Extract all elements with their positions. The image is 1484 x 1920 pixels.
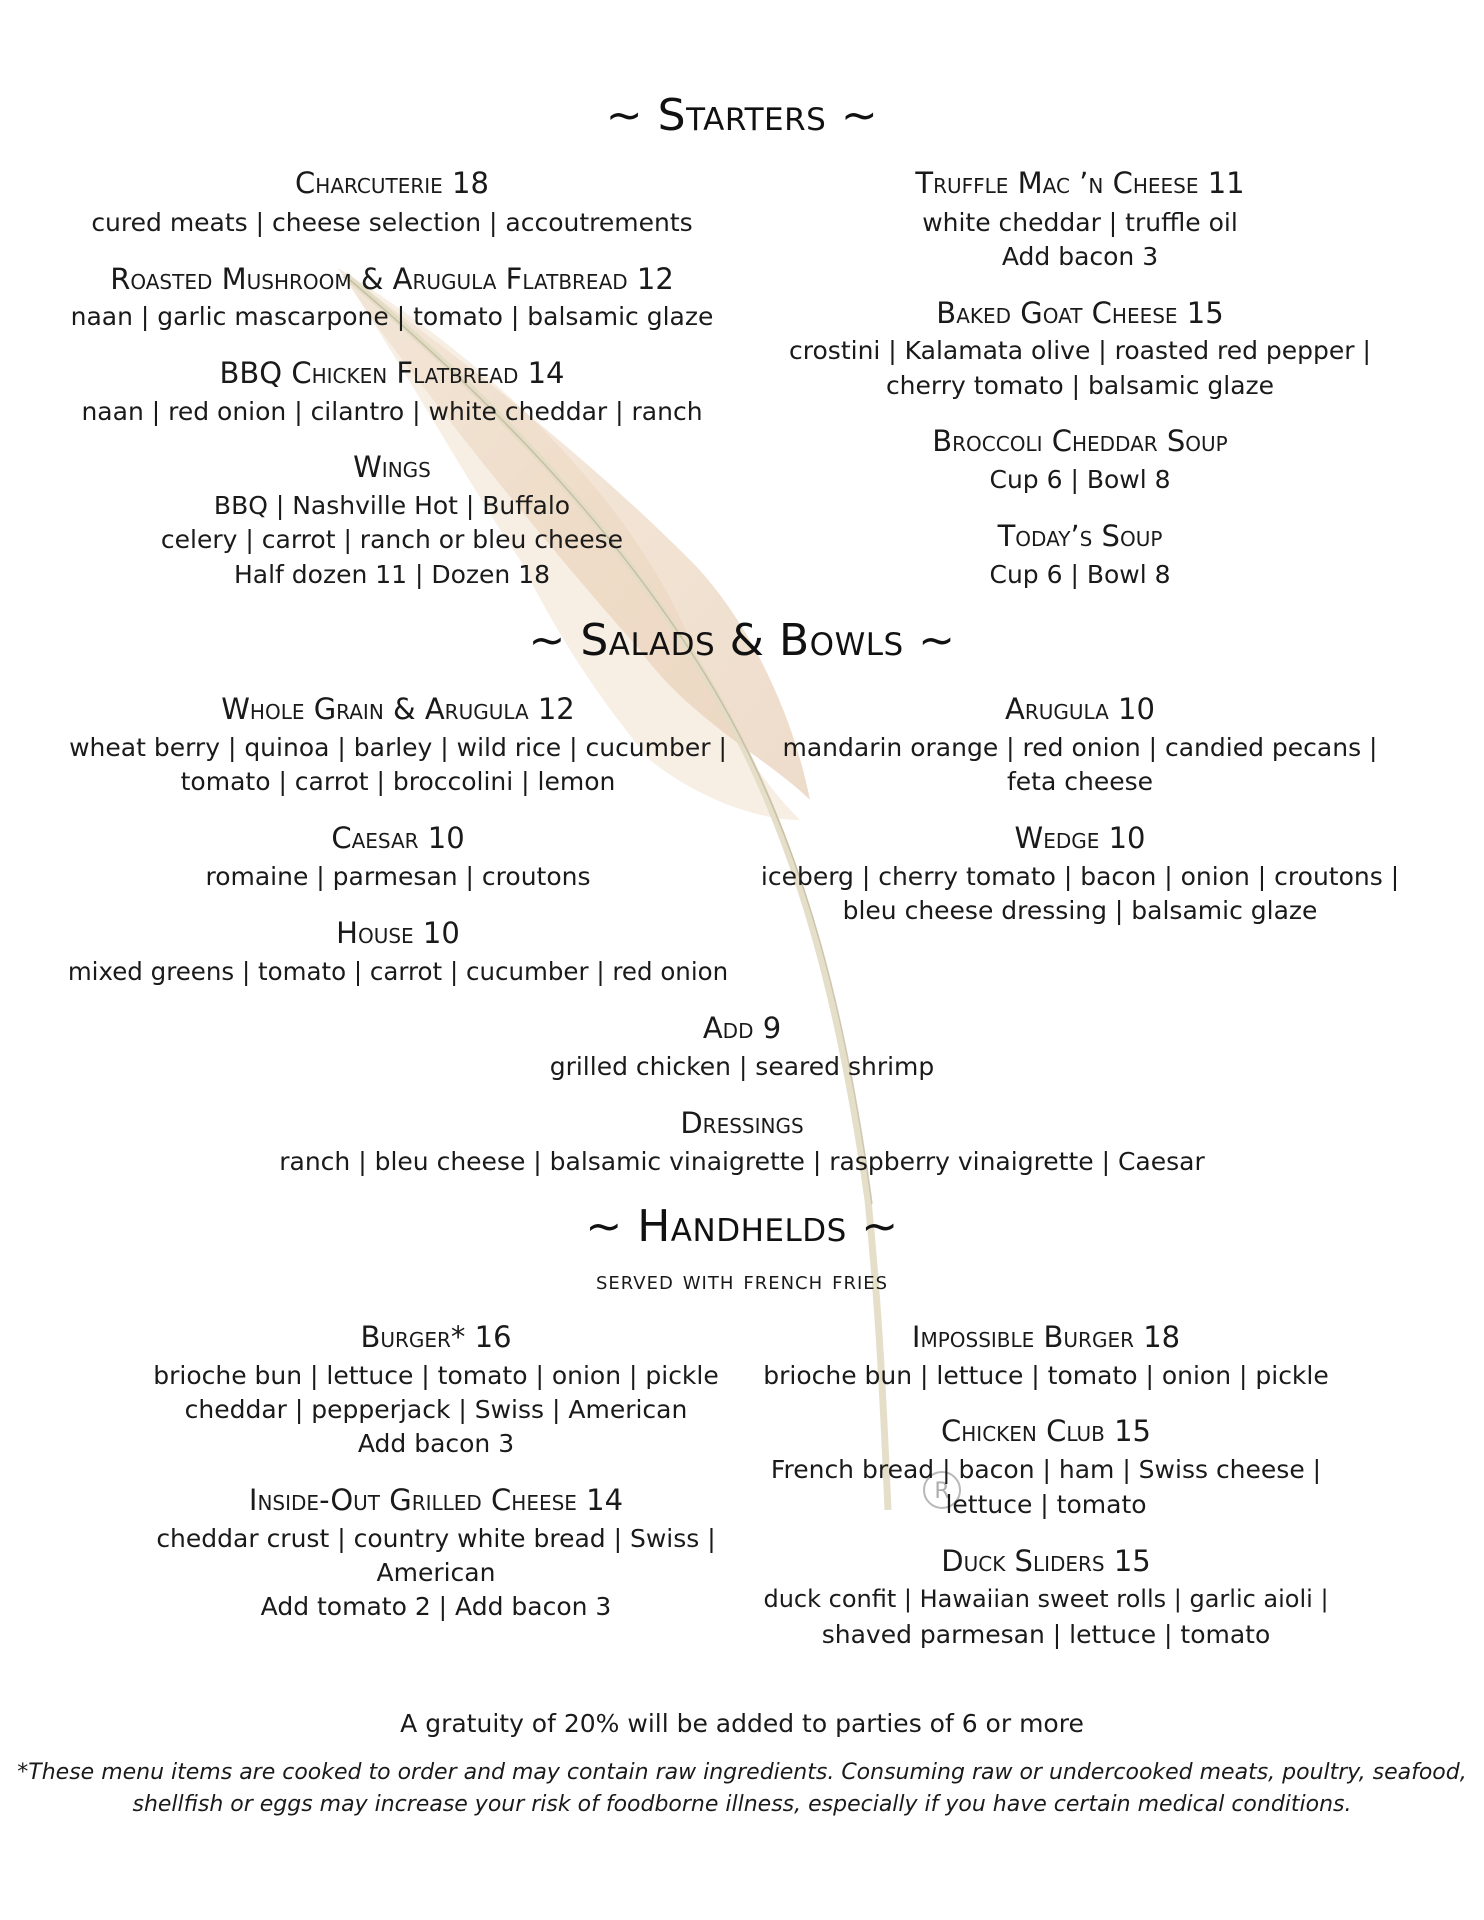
add-protein-desc: grilled chicken | seared shrimp bbox=[549, 1052, 935, 1081]
grilled-cheese-name: Inside-Out Grilled Cheese 14 bbox=[248, 1483, 624, 1517]
gratuity-note: A gratuity of 20% will be added to parties of 6 or more bbox=[400, 1709, 1084, 1738]
todays-soup-desc: Cup 6 | Bowl 8 bbox=[989, 560, 1171, 589]
wings-desc-1: BBQ | Nashville Hot | Buffalo bbox=[213, 491, 571, 520]
wings-name: Wings bbox=[353, 450, 431, 484]
impossible-burger-desc: brioche bun | lettuce | tomato | onion | pickle bbox=[763, 1361, 1329, 1390]
arugula-desc-2: feta cheese bbox=[1006, 767, 1153, 796]
burger-desc-3: Add bacon 3 bbox=[357, 1429, 515, 1458]
house-desc: mixed greens | tomato | carrot | cucumber | red onion bbox=[67, 957, 729, 986]
goat-cheese-desc-2: cherry tomato | balsamic glaze bbox=[885, 371, 1275, 400]
dressings-desc: ranch | bleu cheese | balsamic vinaigrette | raspberry vinaigrette | Caesar bbox=[279, 1147, 1205, 1176]
mushroom-flatbread-name: Roasted Mushroom & Arugula Flatbread 12 bbox=[110, 262, 674, 296]
bbq-flatbread-name: BBQ Chicken Flatbread 14 bbox=[219, 356, 565, 390]
wedge-desc-1: iceberg | cherry tomato | bacon | onion | croutons | bbox=[760, 862, 1400, 891]
grilled-cheese-desc-1: cheddar crust | country white bread | Swiss | bbox=[156, 1524, 716, 1553]
whole-grain-desc-2: tomato | carrot | broccolini | lemon bbox=[180, 767, 616, 796]
burger-desc-2: cheddar | pepperjack | Swiss | American bbox=[184, 1395, 688, 1424]
handhelds-note: served with french fries bbox=[595, 1266, 889, 1295]
starters-heading: ~ Starters ~ bbox=[605, 90, 879, 141]
todays-soup-name: Today’s Soup bbox=[997, 519, 1163, 553]
burger-name: Burger* 16 bbox=[360, 1320, 512, 1354]
add-protein-name: Add 9 bbox=[702, 1011, 782, 1045]
wedge-name: Wedge 10 bbox=[1014, 821, 1146, 855]
broccoli-soup-desc: Cup 6 | Bowl 8 bbox=[989, 465, 1171, 494]
mushroom-flatbread-desc: naan | garlic mascarpone | tomato | balsamic glaze bbox=[70, 302, 714, 331]
chicken-club-name: Chicken Club 15 bbox=[941, 1414, 1151, 1448]
chicken-club-desc-2: lettuce | tomato bbox=[945, 1490, 1147, 1519]
goat-cheese-name: Baked Goat Cheese 15 bbox=[936, 296, 1224, 330]
wings-desc-2: celery | carrot | ranch or bleu cheese bbox=[160, 525, 624, 554]
grilled-cheese-desc-2: American bbox=[376, 1558, 496, 1587]
grilled-cheese-desc-3: Add tomato 2 | Add bacon 3 bbox=[260, 1592, 612, 1621]
arugula-name: Arugula 10 bbox=[1005, 692, 1155, 726]
svg-text:R: R bbox=[934, 1479, 950, 1504]
goat-cheese-desc-1: crostini | Kalamata olive | roasted red pepper | bbox=[789, 336, 1371, 365]
house-name: House 10 bbox=[336, 916, 460, 950]
chicken-club-desc-1: French bread | bacon | ham | Swiss cheese | bbox=[770, 1455, 1322, 1484]
charcuterie-name: Charcuterie 18 bbox=[295, 166, 489, 200]
dressings-name: Dressings bbox=[680, 1106, 804, 1140]
charcuterie-desc: cured meats | cheese selection | accoutrements bbox=[91, 208, 693, 237]
truffle-mac-desc-1: white cheddar | truffle oil bbox=[922, 208, 1238, 237]
duck-sliders-name: Duck Sliders 15 bbox=[941, 1544, 1151, 1578]
food-safety-disclaimer-1: *These menu items are cooked to order and may contain raw ingredients. Consuming raw or undercooked meats, poultry, seafood, bbox=[17, 1760, 1467, 1785]
caesar-desc: romaine | parmesan | croutons bbox=[205, 862, 591, 891]
broccoli-soup-name: Broccoli Cheddar Soup bbox=[932, 424, 1228, 458]
burger-desc-1: brioche bun | lettuce | tomato | onion | pickle bbox=[153, 1361, 719, 1390]
whole-grain-desc-1: wheat berry | quinoa | barley | wild rice | cucumber | bbox=[69, 733, 727, 762]
food-safety-disclaimer-2: shellfish or eggs may increase your risk of foodborne illness, especially if you have certain medical conditions. bbox=[132, 1792, 1352, 1817]
duck-sliders-desc-2: shaved parmesan | lettuce | tomato bbox=[821, 1620, 1271, 1649]
impossible-burger-name: Impossible Burger 18 bbox=[911, 1320, 1181, 1354]
wings-desc-3: Half dozen 11 | Dozen 18 bbox=[233, 560, 551, 589]
whole-grain-name: Whole Grain & Arugula 12 bbox=[221, 692, 575, 726]
wedge-desc-2: bleu cheese dressing | balsamic glaze bbox=[842, 896, 1318, 925]
salads-heading: ~ Salads & Bowls ~ bbox=[528, 615, 956, 666]
duck-sliders-desc-1: duck confit | Hawaiian sweet rolls | garlic aioli | bbox=[763, 1585, 1329, 1613]
arugula-desc-1: mandarin orange | red onion | candied pecans | bbox=[782, 733, 1378, 762]
truffle-mac-name: Truffle Mac ’n Cheese 11 bbox=[915, 166, 1245, 200]
caesar-name: Caesar 10 bbox=[331, 821, 465, 855]
bbq-flatbread-desc: naan | red onion | cilantro | white cheddar | ranch bbox=[81, 397, 703, 426]
handhelds-heading: ~ Handhelds ~ bbox=[585, 1201, 899, 1252]
truffle-mac-desc-2: Add bacon 3 bbox=[1001, 242, 1159, 271]
